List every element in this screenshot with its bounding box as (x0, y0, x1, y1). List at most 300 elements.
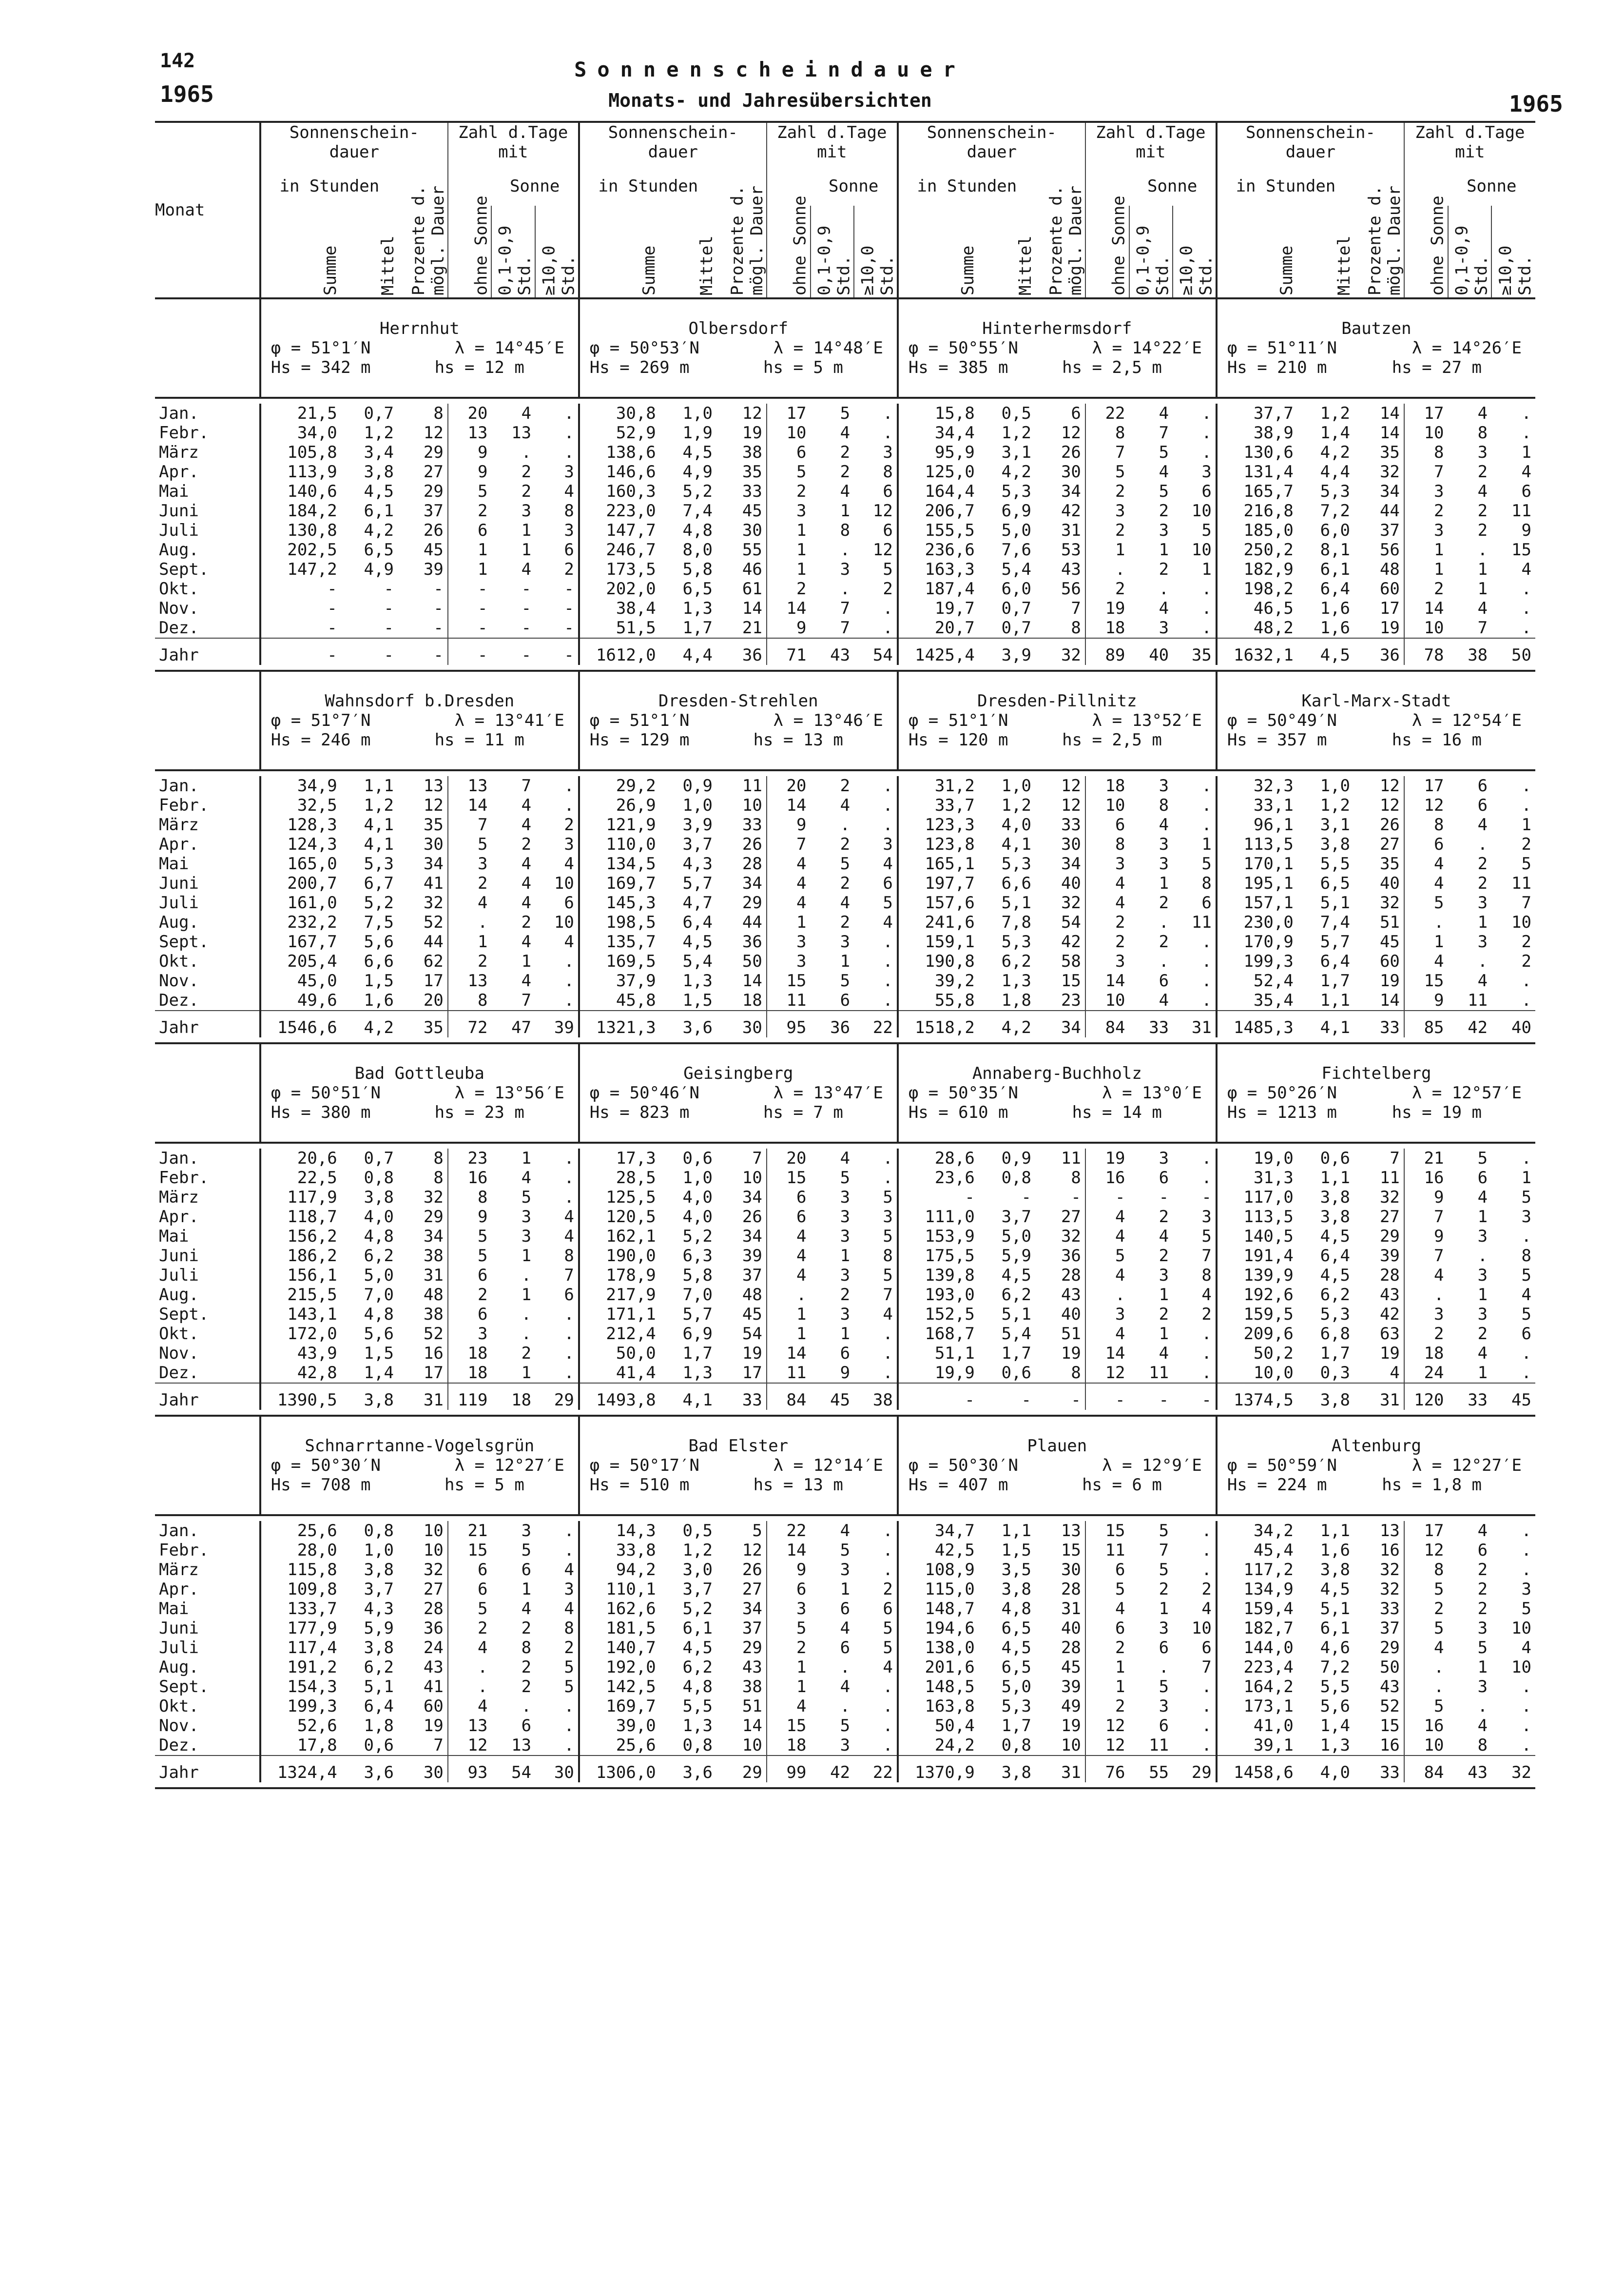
summe-header: Summe (1217, 206, 1297, 298)
value-cell: . (1521, 618, 1531, 638)
value-cell: 27 (716, 1580, 767, 1599)
value-cell: 7 (1404, 1207, 1448, 1227)
value-cell: 1 (767, 913, 811, 932)
value-cell: 4,5 (682, 1638, 713, 1658)
value-cell: 2 (840, 913, 851, 932)
value-cell: 18 (448, 1363, 492, 1383)
value-cell: 5 (448, 1599, 492, 1619)
value-cell: 139,8 (898, 1266, 979, 1285)
value-cell: 6,4 (1320, 952, 1350, 971)
value-cell: . (1201, 1521, 1212, 1541)
value-cell: 1612,0 (579, 638, 660, 665)
table-row (155, 1149, 1535, 1168)
value-cell: 26,9 (579, 796, 660, 815)
station-lam: λ = 12°27′E (454, 1456, 564, 1475)
station-phi: φ = 50°35′N (908, 1083, 1018, 1103)
value-cell: 5 (840, 1716, 851, 1736)
month-label: Juli (159, 1266, 199, 1285)
value-cell: - (521, 618, 532, 638)
value-cell: 4 (521, 932, 532, 952)
value-cell: 13 (448, 776, 492, 796)
value-cell: 3 (521, 501, 532, 521)
value-cell: - (398, 579, 448, 599)
value-cell: 33 (1448, 1383, 1492, 1410)
value-cell: 1 (521, 1363, 532, 1383)
table-row (155, 1363, 1535, 1383)
value-cell: 5,1 (364, 1677, 394, 1697)
station-hs-height: hs = 13 m (753, 1475, 843, 1495)
value-cell: 1,0 (1320, 776, 1350, 796)
value-cell: 215,5 (260, 1285, 341, 1305)
value-cell: 36 (716, 638, 767, 665)
value-cell: . (1201, 404, 1212, 423)
value-cell: 246,7 (579, 540, 660, 560)
year-row (155, 1755, 1535, 1782)
year-left: 1965 (160, 81, 214, 107)
value-cell: 45,4 (1217, 1541, 1297, 1560)
value-cell: 6,4 (1320, 579, 1350, 599)
value-cell: 4 (564, 1207, 574, 1227)
value-cell: 17 (1404, 404, 1448, 423)
value-cell: 157,1 (1217, 893, 1297, 913)
summe-header: Summe (260, 206, 341, 298)
month-label: Jan. (159, 1521, 199, 1541)
value-cell: 6 (1035, 404, 1085, 423)
value-cell: 33 (1129, 1011, 1173, 1037)
month-label: Apr. (159, 1580, 199, 1599)
value-cell: 3 (1201, 1207, 1212, 1227)
value-cell: . (564, 1305, 574, 1324)
table-row (155, 893, 1535, 913)
page-title: Sonnenscheindauer (574, 58, 966, 81)
value-cell: 1,4 (1320, 423, 1350, 443)
value-cell: 154,3 (260, 1677, 341, 1697)
value-cell: 34 (1035, 854, 1085, 874)
value-cell: 30,8 (579, 404, 660, 423)
station-lam: λ = 13°0′E (1102, 1083, 1202, 1103)
value-cell: 1,1 (364, 776, 394, 796)
value-cell: 45 (1354, 932, 1404, 952)
value-cell: 12 (1404, 1541, 1448, 1560)
value-cell: 49,6 (260, 991, 341, 1011)
value-cell: 40 (1354, 874, 1404, 893)
value-cell: 5,9 (1001, 1246, 1031, 1266)
value-cell: 24,2 (898, 1736, 979, 1755)
value-cell: 30 (1035, 1560, 1085, 1580)
value-cell: 5 (1159, 1677, 1169, 1697)
value-cell: . (883, 1168, 893, 1188)
value-cell: 10 (1085, 991, 1129, 1011)
value-cell: 27 (1035, 1207, 1085, 1227)
value-cell: 1,5 (364, 971, 394, 991)
value-cell: 2 (767, 1638, 811, 1658)
value-cell: 236,6 (898, 540, 979, 560)
table-row (155, 854, 1535, 874)
value-cell: 43 (398, 1658, 448, 1677)
value-cell: 40 (1129, 638, 1173, 665)
value-cell: 4 (1085, 1324, 1129, 1344)
value-cell: 38 (716, 1677, 767, 1697)
value-cell: 7 (1404, 1246, 1448, 1266)
value-cell: 123,8 (898, 835, 979, 854)
value-cell: 4 (564, 1227, 574, 1246)
station-hs-height: Hs = 120 m (908, 730, 1008, 750)
value-cell: 50 (1491, 638, 1535, 665)
value-cell: 4,9 (364, 560, 394, 579)
value-cell: 14 (1085, 1344, 1129, 1363)
value-cell: 39 (398, 560, 448, 579)
value-cell: 17,8 (260, 1736, 341, 1755)
value-cell: 12 (448, 1736, 492, 1755)
value-cell: 4 (767, 1246, 811, 1266)
value-cell: 108,9 (898, 1560, 979, 1580)
value-cell: 19,9 (898, 1363, 979, 1383)
value-cell: 8,0 (682, 540, 713, 560)
value-cell: 3 (1404, 482, 1448, 501)
value-cell: 5 (1159, 482, 1169, 501)
value-cell: 5,2 (364, 893, 394, 913)
value-cell: 1370,9 (898, 1755, 979, 1782)
value-cell: 47 (491, 1011, 535, 1037)
value-cell: 14 (767, 796, 811, 815)
value-cell: 1 (840, 501, 851, 521)
blank-cell (155, 671, 260, 770)
value-cell: 8 (1521, 1246, 1531, 1266)
value-cell: 6,2 (1320, 1285, 1350, 1305)
value-cell: 2 (1159, 501, 1169, 521)
value-cell: 6,0 (1001, 579, 1031, 599)
value-cell: 2 (1521, 835, 1531, 854)
value-cell: 27 (398, 462, 448, 482)
value-cell: 192,6 (1217, 1285, 1297, 1305)
month-label: Febr. (159, 1541, 209, 1560)
sonne-header: Sonne (828, 176, 879, 196)
value-cell: 5,3 (364, 854, 394, 874)
value-cell: 55,8 (898, 991, 979, 1011)
value-cell: 4,1 (1297, 1011, 1354, 1037)
prozente-header: Prozente d. mögl. Dauer (1035, 176, 1085, 298)
value-cell: 3 (1159, 618, 1169, 638)
value-cell: 169,7 (579, 874, 660, 893)
value-cell: 29 (1354, 1227, 1404, 1246)
value-cell: 10 (1404, 618, 1448, 638)
value-cell: 6 (1085, 815, 1129, 835)
value-cell: 6 (1159, 1638, 1169, 1658)
value-cell: 160,3 (579, 482, 660, 501)
value-cell: 5 (1404, 1697, 1448, 1716)
value-cell: 119 (448, 1383, 492, 1410)
value-cell: 30 (535, 1755, 579, 1782)
zahl-tage-header: Zahl d.Tage mit (1404, 122, 1535, 176)
value-cell: 1,7 (1001, 1716, 1031, 1736)
value-cell: 5,5 (1320, 1677, 1350, 1697)
month-label: Okt. (159, 1324, 199, 1344)
value-cell: 1,1 (1320, 991, 1350, 1010)
value-cell: 3,8 (1297, 1383, 1354, 1410)
month-label: Jahr (155, 1383, 260, 1410)
month-label: Mai (159, 482, 189, 501)
value-cell: 192,0 (579, 1658, 660, 1677)
month-label: Febr. (159, 796, 209, 815)
value-cell: 190,0 (579, 1246, 660, 1266)
value-cell: 1518,2 (898, 1011, 979, 1037)
value-cell: 8 (398, 1168, 448, 1188)
value-cell: 8 (1035, 618, 1085, 638)
value-cell: 34 (1354, 482, 1404, 501)
station-phi: φ = 51°11′N (1227, 338, 1337, 358)
value-cell: 15 (1035, 971, 1085, 991)
value-cell: 12 (1404, 796, 1448, 815)
value-cell: 140,5 (1217, 1227, 1297, 1246)
value-cell: 3 (1404, 521, 1448, 540)
value-cell: 29,2 (579, 776, 660, 796)
value-cell: 40 (1035, 1305, 1085, 1324)
value-cell: 0,7 (364, 404, 394, 423)
value-cell: 12 (398, 796, 448, 815)
value-cell: 3 (883, 1207, 893, 1227)
blank-cell (155, 1043, 260, 1143)
value-cell: 4 (1159, 991, 1169, 1010)
value-cell: 162,1 (579, 1227, 660, 1246)
value-cell: 5 (883, 1638, 893, 1658)
value-cell: . (1201, 991, 1212, 1010)
value-cell: 32 (1491, 1755, 1535, 1782)
value-cell: 4,2 (979, 1011, 1035, 1037)
value-cell: 10 (1404, 1736, 1448, 1755)
blank-cell (155, 1416, 260, 1515)
value-cell: 18 (767, 1736, 811, 1755)
value-cell: . (1201, 952, 1212, 971)
value-cell: 1 (840, 1324, 851, 1344)
value-cell: - (521, 599, 532, 618)
month-label: Apr. (159, 1207, 199, 1227)
station-lam: λ = 14°45′E (454, 338, 564, 358)
value-cell: 5,1 (1001, 1305, 1031, 1324)
year-row (155, 1383, 1535, 1410)
value-cell: 4,1 (364, 835, 394, 854)
value-cell: 190,8 (898, 952, 979, 971)
value-cell: 34,2 (1217, 1521, 1297, 1541)
value-cell: 0,5 (1001, 404, 1031, 423)
value-cell: . (448, 913, 492, 932)
value-cell: 52 (398, 913, 448, 932)
value-cell: 1 (1477, 1363, 1488, 1383)
value-cell: 21,5 (260, 404, 341, 423)
mittel-header: Mittel (341, 206, 398, 298)
value-cell: 8 (1404, 443, 1448, 462)
value-cell: 19 (716, 423, 767, 443)
value-cell: 140,6 (260, 482, 341, 501)
value-cell: 4 (1085, 1599, 1129, 1619)
value-cell: 117,0 (1217, 1188, 1297, 1207)
station-lam: λ = 13°41′E (454, 711, 564, 730)
value-cell: . (1521, 971, 1531, 991)
value-cell: 6 (564, 893, 574, 913)
value-cell: 46,5 (1217, 599, 1297, 618)
value-cell: 12 (872, 540, 893, 560)
value-cell: 32 (1354, 1188, 1404, 1207)
value-cell: . (1201, 1168, 1212, 1188)
value-cell: 8 (521, 1638, 532, 1658)
table-row (155, 462, 1535, 482)
value-cell: . (1201, 1677, 1212, 1697)
value-cell: 11 (767, 1363, 811, 1383)
value-cell: 11 (1468, 991, 1488, 1010)
value-cell: . (1159, 952, 1169, 971)
value-cell: 178,9 (579, 1266, 660, 1285)
value-cell: . (564, 776, 574, 796)
ohne-sonne-header: ohne Sonne (448, 176, 492, 298)
value-cell: . (883, 1560, 893, 1580)
value-cell: 23 (1035, 991, 1085, 1011)
value-cell: 10 (1035, 1736, 1085, 1755)
value-cell: 85 (1404, 1011, 1448, 1037)
value-cell: 42 (1354, 1305, 1404, 1324)
value-cell: 2 (1477, 1560, 1488, 1580)
value-cell: 4 (1521, 462, 1531, 482)
value-cell: . (564, 991, 574, 1010)
value-cell: 5,0 (1001, 1677, 1031, 1697)
value-cell: 1,7 (1320, 1344, 1350, 1363)
station-name: Dresden-Strehlen (658, 691, 818, 711)
value-cell: 8 (1035, 1363, 1085, 1383)
value-cell: 17,3 (579, 1149, 660, 1168)
value-cell: 4 (1477, 1716, 1488, 1736)
value-cell: 1,9 (682, 423, 713, 443)
value-cell: 1,7 (682, 1344, 713, 1363)
value-cell: 12 (1085, 1363, 1129, 1383)
value-cell: 1,6 (364, 991, 394, 1010)
value-cell: 3 (564, 462, 574, 482)
value-cell: 1425,4 (898, 638, 979, 665)
value-cell: 29 (1173, 1755, 1217, 1782)
value-cell: 6 (1201, 482, 1212, 501)
sonnenschein-header: Sonnenschein- dauer (1217, 122, 1404, 176)
sonnenschein-header: Sonnenschein- dauer (898, 122, 1085, 176)
table-row (155, 1227, 1535, 1246)
value-cell: 8,1 (1320, 540, 1350, 560)
value-cell: 0,8 (364, 1521, 394, 1541)
value-cell: 1 (1521, 443, 1531, 462)
value-cell: 6 (521, 1716, 532, 1736)
value-cell: 4 (521, 796, 532, 815)
value-cell: 4,4 (660, 638, 716, 665)
value-cell: 2 (1085, 579, 1129, 599)
value-cell: 4 (1404, 1638, 1448, 1658)
value-cell: 0,7 (1001, 599, 1031, 618)
value-cell: 10 (716, 796, 767, 815)
value-cell: 2 (1159, 1305, 1169, 1324)
value-cell: 49 (1035, 1697, 1085, 1716)
value-cell: 54 (716, 1324, 767, 1344)
value-cell: 36 (398, 1619, 448, 1638)
value-cell: 5 (767, 1619, 811, 1638)
value-cell: 147,7 (579, 521, 660, 540)
value-cell: 197,7 (898, 874, 979, 893)
value-cell: 12 (1035, 423, 1085, 443)
value-cell: 2 (1477, 1324, 1488, 1344)
value-cell: . (1477, 1246, 1488, 1266)
value-cell: 7 (1404, 462, 1448, 482)
month-label: Aug. (159, 913, 199, 932)
value-cell: 2 (521, 835, 532, 854)
value-cell: 14 (716, 971, 767, 991)
value-cell: 19 (716, 1344, 767, 1363)
value-cell: 3 (767, 501, 811, 521)
value-cell: 12 (1035, 796, 1085, 815)
value-cell: 3 (1477, 1266, 1488, 1285)
value-cell: 1 (1201, 560, 1212, 579)
station-hs-height: Hs = 510 m (589, 1475, 690, 1495)
value-cell: 18 (1085, 618, 1129, 638)
value-cell: 4,0 (364, 1207, 394, 1227)
station-hs-height: hs = 16 m (1392, 730, 1482, 750)
value-cell: . (1159, 1658, 1169, 1677)
station-name: Altenburg (1331, 1436, 1422, 1456)
hours-10-header: ≥10,0 Std. (1491, 206, 1535, 298)
value-cell: 3,0 (682, 1560, 713, 1580)
value-cell: 1390,5 (260, 1383, 341, 1410)
value-cell: 20,6 (260, 1149, 341, 1168)
month-label: Nov. (159, 971, 199, 991)
value-cell: 6 (767, 1207, 811, 1227)
value-cell: 5 (883, 893, 893, 913)
value-cell: 2 (564, 815, 574, 835)
station-hs-height: Hs = 342 m (271, 358, 371, 377)
value-cell: . (1404, 913, 1448, 932)
value-cell: 3 (767, 932, 811, 952)
value-cell: 5 (883, 1188, 893, 1207)
value-cell: 4,5 (1320, 1227, 1350, 1246)
value-cell: . (883, 1149, 893, 1168)
value-cell: 1 (521, 521, 532, 540)
value-cell: 113,5 (1217, 835, 1297, 854)
value-cell: 4,8 (682, 521, 713, 540)
value-cell: 6,5 (682, 579, 713, 599)
value-cell: 6 (767, 1188, 811, 1207)
value-cell: 6,2 (364, 1658, 394, 1677)
value-cell: 8 (448, 991, 492, 1011)
value-cell: 21 (1404, 1149, 1448, 1168)
value-cell: - (564, 618, 574, 638)
value-cell: 5,8 (682, 1266, 713, 1285)
value-cell: 4,5 (364, 482, 394, 501)
value-cell: 134,5 (579, 854, 660, 874)
value-cell: 123,3 (898, 815, 979, 835)
value-cell: 18 (1085, 776, 1129, 796)
value-cell: 10 (1085, 796, 1129, 815)
value-cell: 9 (1404, 1227, 1448, 1246)
table-row (155, 579, 1535, 599)
value-cell: 13 (448, 423, 492, 443)
value-cell: 5 (840, 971, 851, 991)
value-cell: 194,6 (898, 1619, 979, 1638)
value-cell: 41,4 (579, 1363, 660, 1383)
value-cell: 0,9 (682, 776, 713, 796)
value-cell: 9 (840, 1363, 851, 1383)
value-cell: 6,2 (1001, 1285, 1031, 1305)
value-cell: . (448, 1677, 492, 1697)
value-cell: 27 (1354, 1207, 1404, 1227)
value-cell: 16 (1404, 1168, 1448, 1188)
month-label: Apr. (159, 835, 199, 854)
value-cell: 5 (1521, 1599, 1531, 1619)
value-cell: 0,6 (364, 1736, 394, 1755)
value-cell: 164,4 (898, 482, 979, 501)
value-cell: 2 (840, 462, 851, 482)
value-cell: 6,4 (682, 913, 713, 932)
ohne-sonne-header: ohne Sonne (1404, 176, 1448, 298)
